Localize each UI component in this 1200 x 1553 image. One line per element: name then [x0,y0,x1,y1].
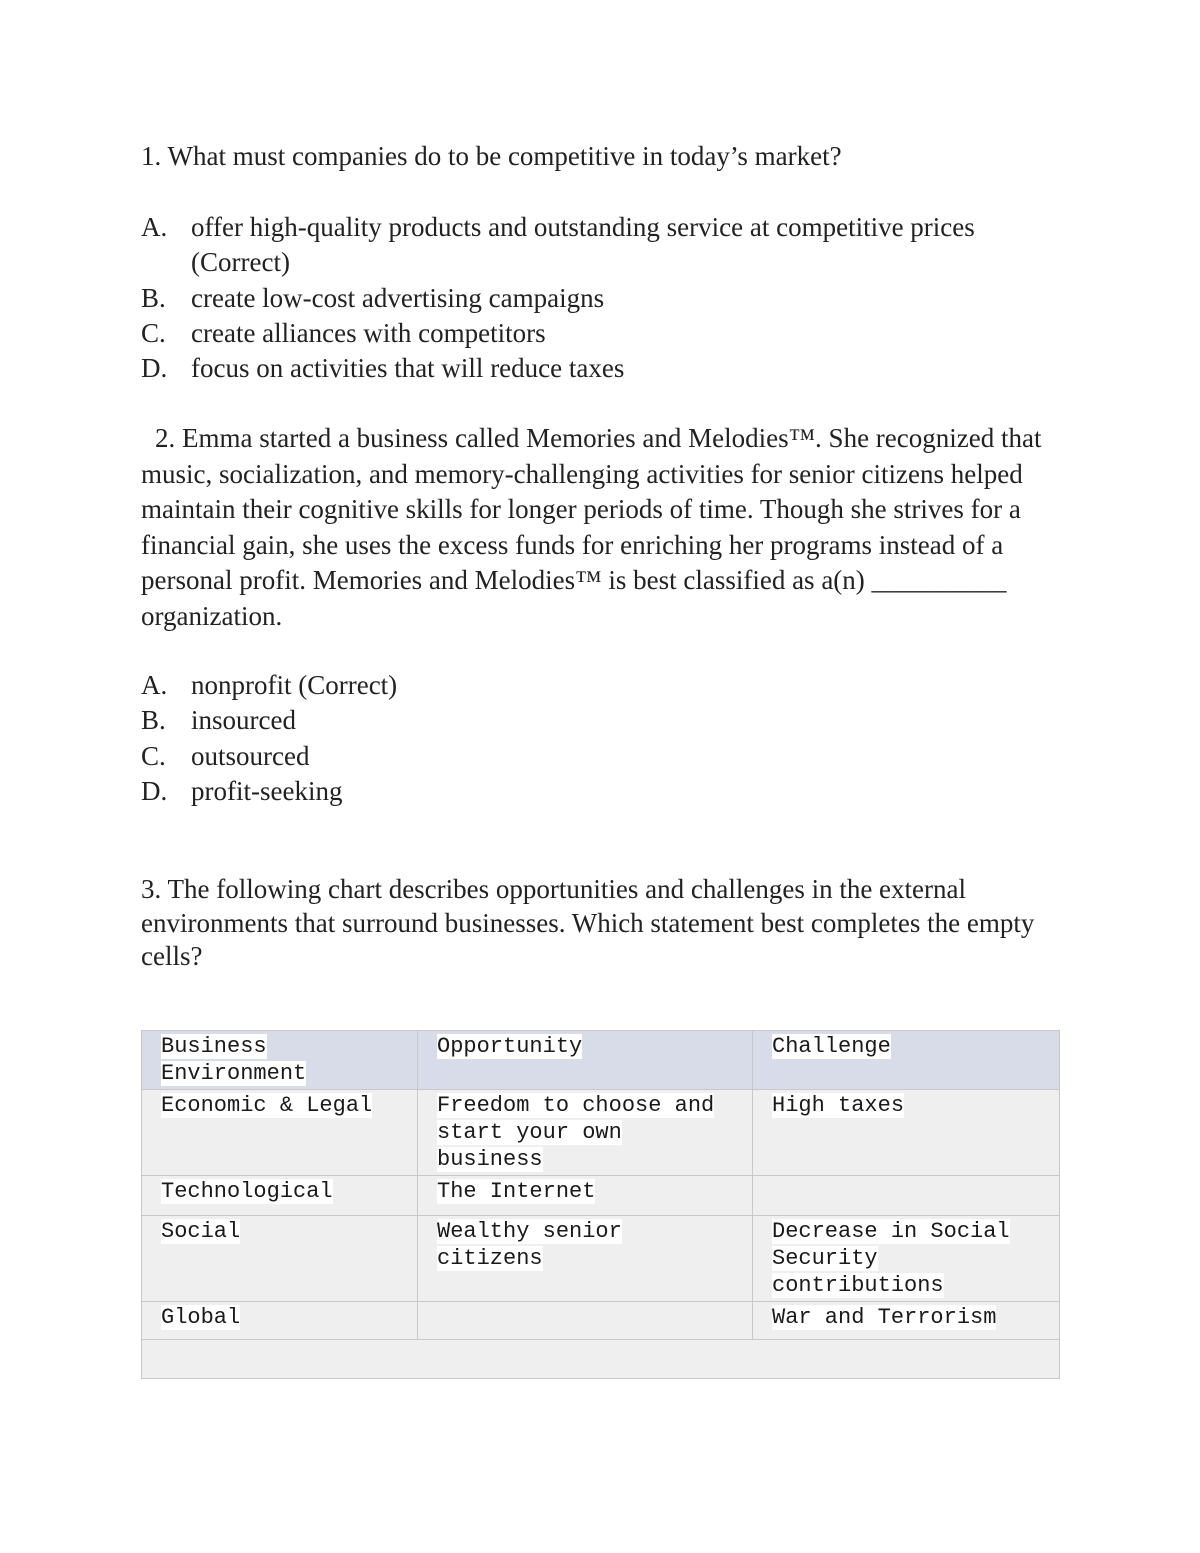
cell-text: Economic & Legal [161,1093,373,1118]
table-row [142,1216,1060,1302]
table-row [142,1176,1060,1216]
table-cell [418,1216,753,1302]
table-cell [142,1302,418,1340]
option-letter: D. [141,775,168,806]
environment-chart-table [141,1030,1060,1379]
table-cell [753,1216,1060,1302]
cell-text: High taxes [772,1093,905,1118]
table-cell-empty [418,1302,753,1340]
question-1-text: 1. What must companies do to be competitive in today’s market? [141,141,842,171]
cell-text: War and Terrorism [772,1305,997,1330]
table-cell-empty [753,1176,1060,1216]
table-row-empty [142,1340,1060,1379]
question-2-options [141,668,1061,809]
table-cell [753,1302,1060,1340]
cell-text: Decrease in Social Security contributions [772,1219,1010,1298]
cell-text: Global [161,1305,241,1330]
question-3-text: 3. The following chart describes opportunities and challenges in the external environments that surround businesses. Which statement best completes the empty cells? [141,874,1035,971]
option-letter: A. [141,212,168,242]
question-2-option-c [141,739,1061,774]
cell-text: Technological [161,1179,333,1204]
cell-text: Social [161,1219,241,1244]
question-2-option-d [141,774,1061,809]
question-1-option-a [141,210,1061,281]
cell-text: The Internet [437,1179,596,1204]
cell-text: Freedom to choose and start your own business [437,1093,715,1172]
question-1-option-d [141,351,1061,386]
option-text: create alliances with competitors [191,317,546,348]
table-cell [142,1090,418,1176]
table-cell-empty [142,1340,1060,1379]
table-cell [418,1176,753,1216]
table-row [142,1090,1060,1176]
header-cell-business-environment [142,1031,418,1090]
option-letter: C. [141,740,166,771]
option-letter: C. [141,317,166,348]
cell-text: Wealthy senior citizens [437,1219,622,1271]
option-text: offer high-quality products and outstanding service at competitive prices (Correct) [191,212,975,278]
question-2-option-a [141,668,1061,703]
option-text: profit-seeking [191,775,343,806]
header-text: Opportunity [437,1034,583,1059]
question-1-option-c [141,316,1061,351]
table-cell [753,1090,1060,1176]
question-2-option-b [141,703,1061,738]
header-cell-challenge [753,1031,1060,1090]
question-1-options [141,210,1061,386]
option-letter: D. [141,353,168,384]
option-letter: B. [141,705,166,736]
option-text: nonprofit (Correct) [191,670,398,700]
table-row [142,1302,1060,1340]
option-text: insourced [191,705,296,736]
table-cell [142,1176,418,1216]
table-header-row [142,1031,1060,1090]
option-text: focus on activities that will reduce taxes [191,353,625,384]
header-text: Business Environment [161,1034,307,1086]
option-letter: B. [141,282,166,313]
question-1-option-b [141,281,1061,316]
question-2-text: 2. Emma started a business called Memories and Melodies™. She recognized that music, socialization, and memory-challenging activities for senior citizens helped maintain their cognitive skills for longer periods of time. Though she strives for a financial gain, she uses the excess funds for enriching her programs instead of a personal profit. Memories and Melodies™ is best classified as a(n) __________ organization. [141,423,1042,631]
table-cell [142,1216,418,1302]
table-cell [418,1090,753,1176]
option-text: create low-cost advertising campaigns [191,282,605,313]
header-cell-opportunity [418,1031,753,1090]
header-text: Challenge [772,1034,891,1059]
option-text: outsourced [191,740,310,771]
option-letter: A. [141,670,168,700]
